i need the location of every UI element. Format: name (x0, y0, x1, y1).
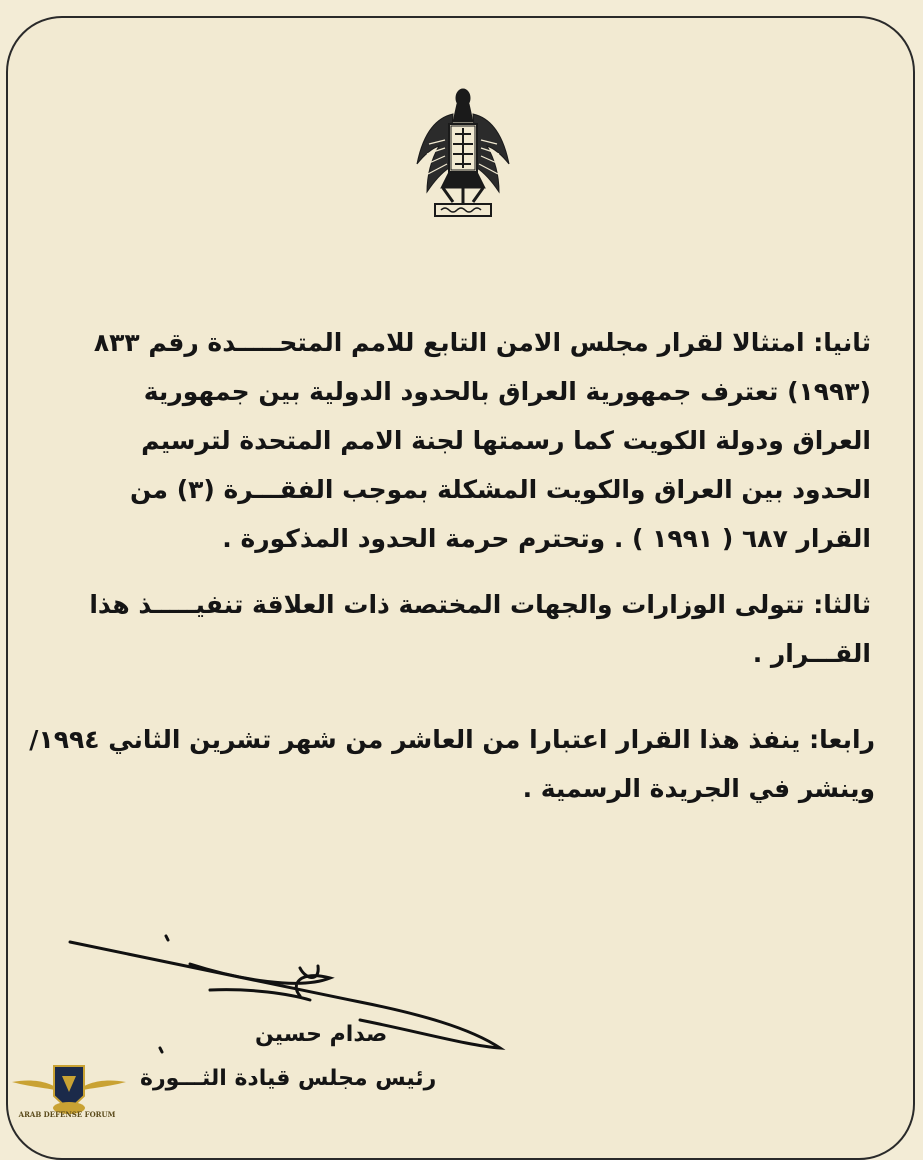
signatory-name: صدام حسين (255, 1022, 388, 1047)
paragraph-line: ثالثا: تتولى الوزارات والجهات المختصة ذات العلاقة تنفيـــــذ هذا (89, 590, 871, 619)
handwritten-signature (0, 920, 923, 1132)
paragraph-line: القـــرار . (752, 639, 871, 668)
forum-logo-text: ARAB DEFENSE FORUM (18, 1110, 116, 1119)
paragraph-second (45, 318, 871, 563)
paragraph-third (45, 580, 871, 678)
paragraph-fourth (15, 715, 875, 813)
paragraph-line: (١٩٩٣) تعترف جمهورية العراق بالحدود الدولية بين جمهورية (143, 377, 871, 406)
paragraph-line: الحدود بين العراق والكويت المشكلة بموجب الفقـــرة (٣) من (130, 475, 871, 504)
paragraph-line: القرار ٦٨٧ ( ١٩٩١ ) . وتحترم حرمة الحدود المذكورة . (222, 524, 871, 553)
signatory-title: رئيس مجلس قيادة الثـــورة (140, 1066, 437, 1091)
eagle-emblem-icon (405, 84, 521, 228)
paragraph-line: رابعا: ينفذ هذا القرار اعتبارا من العاشر من شهر تشرين الثاني ١٩٩٤/ (29, 725, 875, 754)
paragraph-line: ثانيا: امتثالا لقرار مجلس الامن التابع للامم المتحـــــدة رقم ٨٣٣ (93, 328, 871, 357)
paragraph-line: العراق ودولة الكويت كما رسمتها لجنة الامم المتحدة لترسيم (141, 426, 871, 455)
forum-logo-icon (4, 1052, 134, 1132)
paragraph-line: وينشر في الجريدة الرسمية . (522, 774, 875, 803)
